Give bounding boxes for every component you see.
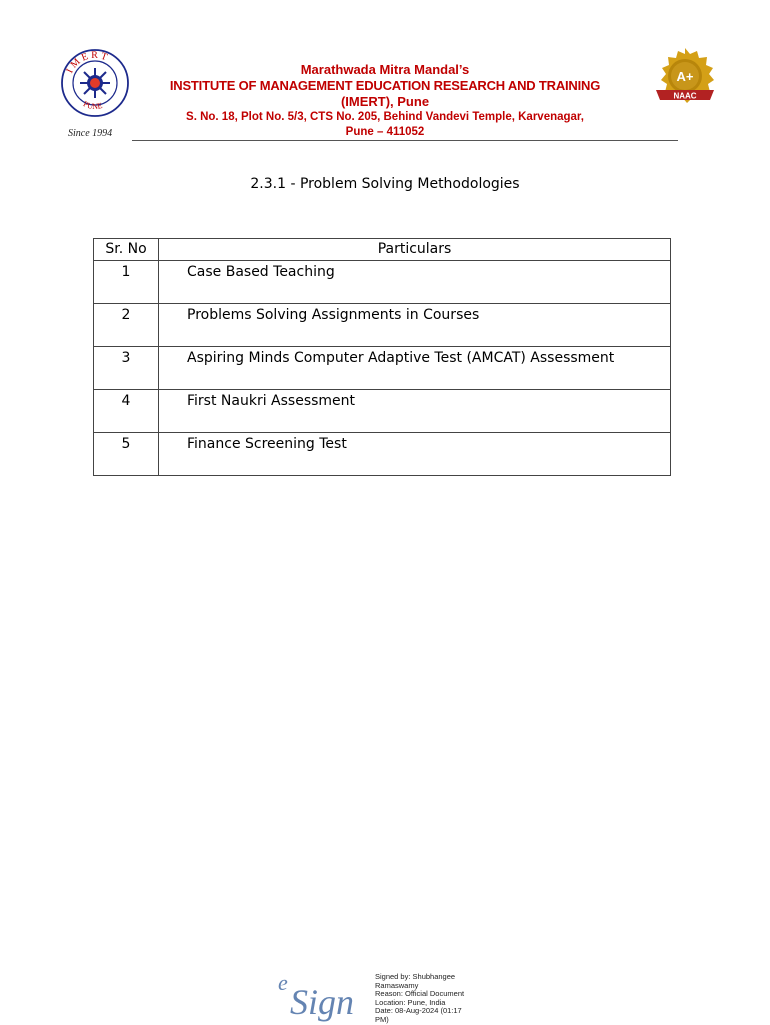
esign-line: Ramaswamy [375,980,419,990]
svg-text:e: e [278,970,288,995]
table-row [94,347,671,390]
esign-line: Date: 08-Aug-2024 (01:17 [375,1006,462,1016]
esign-line: PM) [375,1014,389,1024]
esign-line: Location: Pune, India [375,997,446,1007]
row-number: 5 [94,433,159,476]
header-institute-name: INSTITUTE OF MANAGEMENT EDUCATION RESEARCH AND TRAINING [169,78,601,93]
row-number: 2 [94,304,159,347]
naac-grade: A+ [676,69,694,84]
esign-details [375,973,464,1025]
table-row [94,390,671,433]
table-row [94,433,671,476]
header-institute-short: (IMERT), Pune [340,94,430,109]
table-row [94,261,671,304]
document-title: 2.3.1 - Problem Solving Methodologies [250,176,520,192]
esign-logo [276,968,376,1022]
naac-label: NAAC [673,91,697,101]
table-row [94,304,671,347]
imert-logo [60,48,130,118]
row-number: 1 [94,261,159,304]
logo-bottom-text: PUNE [81,99,104,112]
row-particular: Aspiring Minds Computer Adaptive Test (AMCAT) Assessment [159,347,671,390]
header-pincode: Pune – 411052 [345,126,425,138]
row-number: 3 [94,347,159,390]
header-particulars: Particulars [159,239,671,261]
naac-badge [650,44,720,114]
header-trust-name: Marathwada Mitra Mandal’s [300,62,470,77]
row-particular: Case Based Teaching [159,261,671,304]
row-number: 4 [94,390,159,433]
esign-line: Reason: Official Document [375,989,465,999]
svg-text:Sign: Sign [290,982,355,1022]
methodologies-table [93,238,671,476]
row-particular: First Naukri Assessment [159,390,671,433]
since-label: Since 1994 [68,128,113,139]
logo-top-text: I M E R T [64,49,109,76]
table-header-row [94,239,671,261]
row-particular: Finance Screening Test [159,433,671,476]
esign-line: Signed by: Shubhangee [375,972,456,981]
row-particular: Problems Solving Assignments in Courses [159,304,671,347]
header-address: S. No. 18, Plot No. 5/3, CTS No. 205, Behind Vandevi Temple, Karvenagar, [186,111,584,123]
header-sr-no: Sr. No [94,239,159,261]
header-divider [132,140,678,141]
